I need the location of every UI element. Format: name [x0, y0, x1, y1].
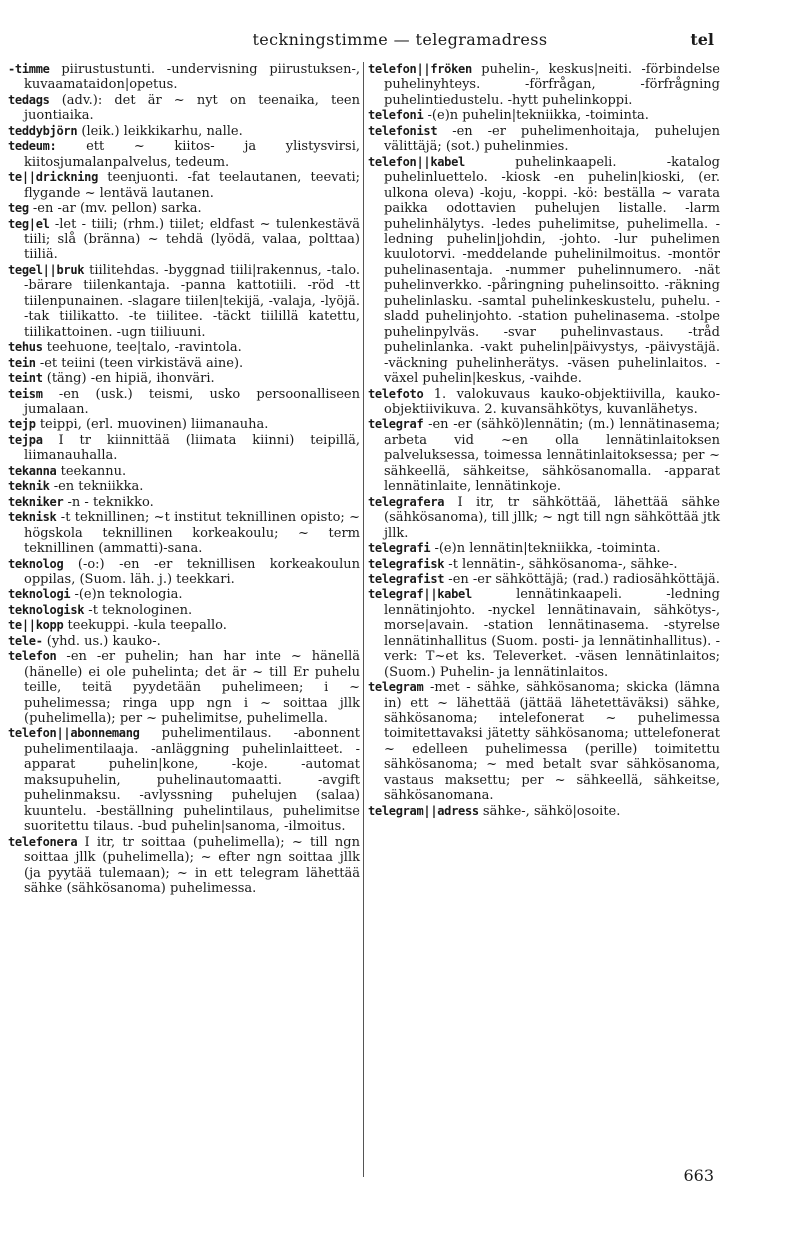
headword: telegrafera: [368, 494, 445, 509]
definition: I itr, tr soittaa (puhelimella); ~ till ngn soittaa jllk (puhelimella); ~ efter ngn soittaa jllk (ja pyytää tulemaan); ~ in ett telegram lähettää sähke (sähkösanoma) puhelimessa.: [24, 834, 360, 897]
definition: -en tekniikka.: [49, 479, 144, 495]
left-column: [8, 62, 360, 896]
dictionary-entry: [8, 510, 360, 556]
dictionary-entry: [8, 93, 360, 124]
dictionary-entry: [8, 139, 360, 170]
headword: telegram: [368, 680, 424, 695]
dictionary-entry: [368, 587, 720, 680]
dictionary-entry: [8, 263, 360, 340]
dictionary-entry: [368, 124, 720, 155]
definition: teekannu.: [56, 463, 127, 479]
dictionary-entry: [8, 124, 360, 139]
definition: -en -er (sähkö)lennätin; (m.) lennätinasema; arbeta vid ~en olla lennätinlaitoksen palveluksessa, toimessa lennätinlaitoksessa; per ~ sähkeellä, sähkeitse, sähkösanomalla. -apparat lennätinlaite, lennätinkoje.: [384, 417, 720, 495]
headword: tele-: [8, 633, 43, 648]
headword: telegraf: [368, 417, 424, 432]
dictionary-entry: [8, 62, 360, 93]
definition: I tr kiinnittää (liimata kiinni) teipillä, liimanauhalla.: [24, 432, 360, 464]
headword: telegrafist: [368, 571, 445, 586]
definition: -en -er sähköttäjä; (rad.) radiosähköttäjä.: [444, 571, 720, 587]
definition: (täng) -en hipiä, ihonväri.: [42, 371, 215, 387]
dictionary-entry: [368, 572, 720, 587]
definition: -let - tiili; (rhm.) tiilet; eldfast ~ tulenkestävä tiili; slå (bränna) ~ tehdä (lyödä, valaa, polttaa) tiiliä.: [24, 216, 360, 263]
definition: teekuppi. -kula teepallo.: [63, 618, 227, 634]
headword: tegel||bruk: [8, 262, 85, 277]
column-divider: [363, 62, 364, 1177]
definition: (yhd. us.) kauko-.: [42, 633, 161, 649]
headword: teddybjörn: [8, 123, 78, 138]
definition: -n - teknikko.: [63, 494, 154, 510]
dictionary-entry: [8, 340, 360, 355]
definition: -(e)n puhelin|tekniikka, -toiminta.: [423, 108, 649, 124]
dictionary-entry: [8, 417, 360, 432]
headword: telefon||kabel: [368, 154, 465, 169]
dictionary-entry: [8, 649, 360, 726]
headword: teknik: [8, 479, 50, 494]
dictionary-entry: [368, 387, 720, 418]
dictionary-entry: [8, 495, 360, 510]
dictionary-entry: [8, 634, 360, 649]
dictionary-entry: [368, 417, 720, 494]
headword: teism: [8, 386, 43, 401]
dictionary-entry: [8, 464, 360, 479]
headword: teg|el: [8, 216, 50, 231]
headword: tejp: [8, 417, 36, 432]
dictionary-entry: [368, 62, 720, 108]
headword: telegrafi: [368, 541, 431, 556]
headword: teint: [8, 371, 43, 386]
definition: teenjuonti. -fat teelautanen, teevati; flygande ~ lentävä lautanen.: [24, 170, 360, 201]
headword: teknisk: [8, 510, 57, 525]
headword: telefonist: [368, 123, 438, 138]
definition: -(e)n lennätin|tekniikka, -toiminta.: [430, 541, 661, 557]
headword: telegrafisk: [368, 556, 445, 571]
headword: telefonera: [8, 834, 78, 849]
headword: tedags: [8, 92, 50, 107]
dictionary-entry: [8, 201, 360, 216]
headword: tedeum:: [8, 139, 57, 154]
headword: teknologisk: [8, 602, 85, 617]
definition: piirustustunti. -undervisning piirustuksen-, kuvaamataidon|opetus.: [24, 62, 360, 93]
dictionary-entry: [368, 155, 720, 387]
guide-word: tel: [690, 30, 714, 49]
headword: telegram||adress: [368, 803, 479, 818]
dictionary-entry: [368, 680, 720, 804]
definition: (-o:) -en -er teknillisen korkeakoulun oppilas, (Suom. läh. j.) teekkari.: [24, 556, 360, 587]
definition: puhelinkaapeli. -katalog puhelinluettelo. -kiosk -en puhelin|kioski, (er. ulkona oleva) -koju, -koppi. -kö: beställa ~ varata paikka odottavien puhelujen listalle. -larm puhelinhälytys. -ledes puhelimitse, puhelimella. -ledning puhelin|johdin, -johto. -lur puhelimen kuulotorvi. -meddelande puhelinilmoitus. -montör puhelinasentaja. -nummer puhelinnumero. -nät puhelinverkko. -påringning puhelinsoitto. -räkning puhelinlasku. -samtal puhelinkeskustelu, puhelu. -sladd puhelinjohto. -station puhelinasema. -stolpe puhelinpylväs. -svar puhelinvastaus. -tråd puhelinlanka. -vakt puhelin|päivystys, -päivystäjä. -väckning puhelinherätys. -väsen puhelinlaitos. -växel puhelin|keskus, -vaihde.: [384, 154, 720, 387]
headword: tejpa: [8, 432, 43, 447]
dictionary-entry: [8, 387, 360, 418]
headword: -timme: [8, 62, 50, 76]
dictionary-entry: [8, 603, 360, 618]
page-number: 663: [683, 1166, 714, 1185]
dictionary-entry: [8, 356, 360, 371]
headword: teknolog: [8, 556, 64, 571]
definition: puhelin-, keskus|neiti. -förbindelse puhelinyhteys. -förfrågan, -förfrågning puhelintiedustelu. -hytt puhelinkoppi.: [384, 62, 720, 108]
dictionary-entry: [8, 433, 360, 464]
dictionary-entry: [368, 495, 720, 541]
dictionary-entry: [368, 804, 720, 819]
headword: te||drickning: [8, 170, 99, 185]
headword: tein: [8, 355, 36, 370]
headword: teg: [8, 201, 29, 216]
page-header: [0, 30, 800, 56]
headword: telefon||fröken: [368, 62, 472, 76]
headword: telegraf||kabel: [368, 587, 472, 602]
definition: tiilitehdas. -byggnad tiili|rakennus, -talo. -bärare tiilenkantaja. -panna kattotiili. -röd -tt tiilenpunainen. -slagare tiilen|tekijä, -valaja, -lyöjä. -tak tiilikatto. -te tiilitee. -täckt tiilillä katettu, tiilikattoinen. -ugn tiiliuuni.: [24, 262, 360, 340]
definition: teippi, (erl. muovinen) liimanauha.: [35, 417, 269, 433]
definition: 1. valokuvaus kauko-objektiivilla, kauko-objektiivikuva. 2. kuvansähkötys, kuvanlähetys.: [384, 386, 720, 417]
headword: te||kopp: [8, 618, 64, 633]
headword: tehus: [8, 340, 43, 355]
definition: I itr, tr sähköttää, lähettää sähke (sähkösanoma), till jllk; ~ ngt till ngn sähköttää jtk jllk.: [384, 494, 720, 541]
right-column: [368, 62, 720, 819]
headword: tekanna: [8, 463, 57, 478]
definition: -t lennätin-, sähkösanoma-, sähke-.: [444, 556, 678, 572]
definition: (leik.) leikkikarhu, nalle.: [77, 123, 243, 139]
headword: telefoni: [368, 108, 424, 123]
dictionary-entry: [8, 479, 360, 494]
definition: -t teknillinen; ~t institut teknillinen opisto; ~ högskola teknillinen korkeakoulu; ~ term teknillinen (ammatti)-sana.: [24, 510, 360, 557]
definition: -et teiini (teen virkistävä aine).: [35, 355, 244, 371]
dictionary-entry: [8, 371, 360, 386]
dictionary-entry: [8, 217, 360, 263]
dictionary-entry: [8, 618, 360, 633]
headword: teknologi: [8, 587, 71, 602]
headword: telefon: [8, 649, 57, 664]
dictionary-entry: [368, 541, 720, 556]
definition: -en (usk.) teismi, usko persoonalliseen jumalaan.: [24, 386, 360, 417]
definition: lennätinkaapeli. -ledning lennätinjohto. -nyckel lennätinavain, sähkötys-, morse|avain. -station lennätinasema. -styrelse lennätinhallitus (Suom. posti- ja lennätinhallitus). -verk: T~et ks. Televerket. -väsen lennätinlaitos; (Suom.) Puhelin- ja lennätinlaitos.: [384, 587, 720, 680]
definition: puhelimentilaus. -abonnent puhelimentilaaja. -anläggning puhelinlaitteet. -apparat puhelin|kone, -koje. -automat maksupuhelin, puhelinautomaatti. -avgift puhelinmaksu. -avlyssning puhelujen (salaa) kuuntelu. -beställning puhelintilaus, puhelimitse suoritettu tilaus. -bud puhelin|sanoma, -ilmoitus.: [24, 726, 360, 835]
headword: tekniker: [8, 494, 64, 509]
definition: -en -er puhelimenhoitaja, puhelujen välittäjä; (sot.) puhelinmies.: [384, 123, 720, 155]
definition: (adv.): det är ~ nyt on teenaika, teen juontiaika.: [24, 92, 360, 124]
dictionary-entry: [8, 726, 360, 834]
definition: -en -ar (mv. pellon) sarka.: [28, 201, 202, 217]
dictionary-entry: [368, 108, 720, 123]
dictionary-entry: [8, 557, 360, 588]
definition: -met - sähke, sähkösanoma; skicka (lämna in) ett ~ lähettää (jättää lähetettäväksi) sähke, sähkösanoma; intelefonerat ~ puhelimessa toimitettavaksi jätetty sähkösanoma; uttelefonerat ~ edelleen puhelimessa (perille) toimitettu sähkösanoma; ~ med betalt svar sähkösanoma, vastaus maksettu; per ~ sähkeellä, sähkeitse, sähkösanomana.: [384, 680, 720, 804]
headword: telefoto: [368, 386, 424, 401]
running-head: teckningstimme — telegramadress: [252, 30, 548, 49]
definition: -(e)n teknologia.: [70, 587, 183, 603]
dictionary-entry: [8, 170, 360, 201]
definition: -t teknologinen.: [84, 602, 193, 618]
definition: teehuone, tee|talo, -ravintola.: [42, 340, 242, 356]
dictionary-entry: [8, 587, 360, 602]
dictionary-entry: [8, 835, 360, 897]
definition: sähke-, sähkö|osoite.: [478, 803, 621, 819]
definition: -en -er puhelin; han har inte ~ hänellä (hänelle) ei ole puhelinta; det är ~ till Er puhelu teille, teitä pyydetään puhelimeen; i ~ puhelimessa; ringa upp ngn i ~ soittaa jllk (puhelimella); per ~ puhelimitse, puhelimella.: [24, 649, 360, 727]
dictionary-entry: [368, 557, 720, 572]
definition: ett ~ kiitos- ja ylistysvirsi, kiitosjumalanpalvelus, tedeum.: [24, 139, 360, 170]
headword: telefon||abonnemang: [8, 726, 140, 741]
